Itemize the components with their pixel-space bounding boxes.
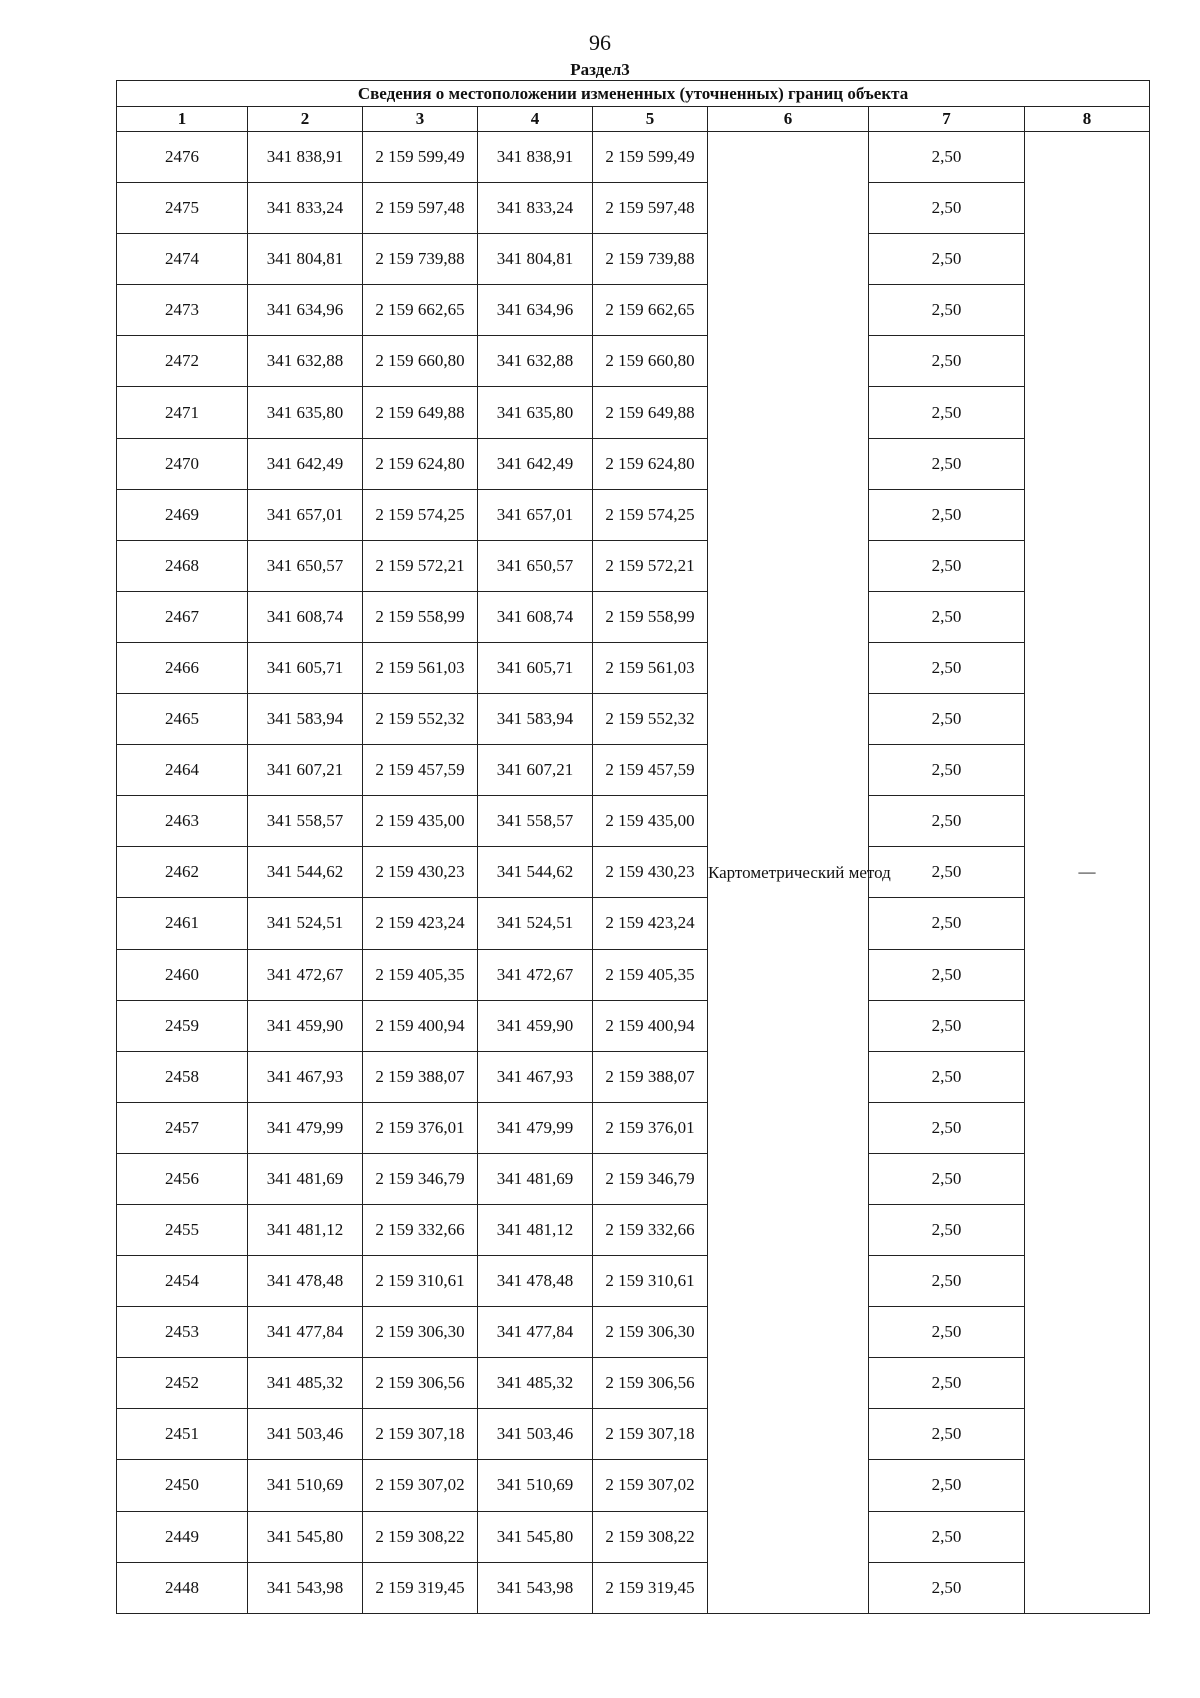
- cell-y1: 2 159 660,80: [363, 336, 478, 387]
- table-row: [117, 949, 1150, 1000]
- cell-x2: 341 510,69: [478, 1460, 593, 1511]
- cell-x2: 341 479,99: [478, 1102, 593, 1153]
- cell-accuracy: 2,50: [869, 285, 1025, 336]
- cell-y2: 2 159 346,79: [593, 1153, 708, 1204]
- cell-x1: 341 558,57: [248, 796, 363, 847]
- cell-x2: 341 838,91: [478, 132, 593, 183]
- table-row: [117, 234, 1150, 285]
- column-header-row: [117, 107, 1150, 132]
- cell-n: 2464: [117, 745, 248, 796]
- cell-y1: 2 159 308,22: [363, 1511, 478, 1562]
- cell-x2: 341 503,46: [478, 1409, 593, 1460]
- cell-y2: 2 159 376,01: [593, 1102, 708, 1153]
- cell-x1: 341 481,69: [248, 1153, 363, 1204]
- cell-y1: 2 159 435,00: [363, 796, 478, 847]
- cell-y2: 2 159 435,00: [593, 796, 708, 847]
- cell-x2: 341 833,24: [478, 183, 593, 234]
- cell-y1: 2 159 599,49: [363, 132, 478, 183]
- cell-x2: 341 543,98: [478, 1562, 593, 1613]
- cell-x1: 341 657,01: [248, 489, 363, 540]
- cell-y2: 2 159 457,59: [593, 745, 708, 796]
- cell-y1: 2 159 346,79: [363, 1153, 478, 1204]
- cell-x1: 341 510,69: [248, 1460, 363, 1511]
- cell-x2: 341 524,51: [478, 898, 593, 949]
- cell-y2: 2 159 423,24: [593, 898, 708, 949]
- cell-accuracy: 2,50: [869, 1307, 1025, 1358]
- cell-x1: 341 478,48: [248, 1256, 363, 1307]
- cell-n: 2470: [117, 438, 248, 489]
- cell-x1: 341 524,51: [248, 898, 363, 949]
- cell-y1: 2 159 310,61: [363, 1256, 478, 1307]
- cell-n: 2466: [117, 642, 248, 693]
- cell-y1: 2 159 649,88: [363, 387, 478, 438]
- cell-x1: 341 607,21: [248, 745, 363, 796]
- cell-y1: 2 159 662,65: [363, 285, 478, 336]
- cell-y1: 2 159 574,25: [363, 489, 478, 540]
- cell-y1: 2 159 430,23: [363, 847, 478, 898]
- cell-x1: 341 459,90: [248, 1000, 363, 1051]
- cell-x2: 341 481,69: [478, 1153, 593, 1204]
- cell-y1: 2 159 306,56: [363, 1358, 478, 1409]
- cell-x1: 341 477,84: [248, 1307, 363, 1358]
- cell-x1: 341 472,67: [248, 949, 363, 1000]
- table-row: [117, 540, 1150, 591]
- table-row: [117, 1000, 1150, 1051]
- table-row: [117, 1153, 1150, 1204]
- cell-y1: 2 159 306,30: [363, 1307, 478, 1358]
- table-row: [117, 1562, 1150, 1613]
- cell-y1: 2 159 388,07: [363, 1051, 478, 1102]
- column-header: 8: [1025, 107, 1150, 132]
- column-header: 6: [708, 107, 869, 132]
- cell-n: 2452: [117, 1358, 248, 1409]
- column-header: 2: [248, 107, 363, 132]
- cell-n: 2468: [117, 540, 248, 591]
- table-row: [117, 132, 1150, 183]
- cell-x1: 341 543,98: [248, 1562, 363, 1613]
- cell-accuracy: 2,50: [869, 336, 1025, 387]
- cell-n: 2465: [117, 694, 248, 745]
- cell-accuracy: 2,50: [869, 642, 1025, 693]
- table-row: [117, 1204, 1150, 1255]
- cell-x2: 341 481,12: [478, 1204, 593, 1255]
- cell-x2: 341 558,57: [478, 796, 593, 847]
- cell-y2: 2 159 306,56: [593, 1358, 708, 1409]
- cell-x1: 341 485,32: [248, 1358, 363, 1409]
- cell-n: 2471: [117, 387, 248, 438]
- cell-x2: 341 635,80: [478, 387, 593, 438]
- cell-accuracy: 2,50: [869, 1460, 1025, 1511]
- cell-accuracy: 2,50: [869, 132, 1025, 183]
- cell-n: 2459: [117, 1000, 248, 1051]
- cell-n: 2453: [117, 1307, 248, 1358]
- table-row: [117, 1409, 1150, 1460]
- cell-n: 2467: [117, 591, 248, 642]
- cell-x1: 341 544,62: [248, 847, 363, 898]
- cell-n: 2463: [117, 796, 248, 847]
- cell-accuracy: 2,50: [869, 1051, 1025, 1102]
- cell-y1: 2 159 307,02: [363, 1460, 478, 1511]
- column-header: 1: [117, 107, 248, 132]
- cell-y1: 2 159 400,94: [363, 1000, 478, 1051]
- column-header: 5: [593, 107, 708, 132]
- cell-accuracy: 2,50: [869, 387, 1025, 438]
- cell-accuracy: 2,50: [869, 1358, 1025, 1409]
- cell-y1: 2 159 597,48: [363, 183, 478, 234]
- cell-accuracy: 2,50: [869, 1153, 1025, 1204]
- cell-y2: 2 159 405,35: [593, 949, 708, 1000]
- cell-y1: 2 159 552,32: [363, 694, 478, 745]
- cell-x2: 341 545,80: [478, 1511, 593, 1562]
- cell-x2: 341 657,01: [478, 489, 593, 540]
- cell-y1: 2 159 739,88: [363, 234, 478, 285]
- cell-y1: 2 159 572,21: [363, 540, 478, 591]
- cell-y1: 2 159 457,59: [363, 745, 478, 796]
- cell-n: 2449: [117, 1511, 248, 1562]
- cell-n: 2460: [117, 949, 248, 1000]
- cell-y2: 2 159 662,65: [593, 285, 708, 336]
- cell-y1: 2 159 319,45: [363, 1562, 478, 1613]
- cell-y1: 2 159 423,24: [363, 898, 478, 949]
- cell-y1: 2 159 558,99: [363, 591, 478, 642]
- cell-x1: 341 583,94: [248, 694, 363, 745]
- cell-n: 2457: [117, 1102, 248, 1153]
- cell-y2: 2 159 572,21: [593, 540, 708, 591]
- cell-y1: 2 159 624,80: [363, 438, 478, 489]
- cell-x2: 341 583,94: [478, 694, 593, 745]
- cell-y2: 2 159 558,99: [593, 591, 708, 642]
- cell-x2: 341 477,84: [478, 1307, 593, 1358]
- cell-x1: 341 804,81: [248, 234, 363, 285]
- cell-accuracy: 2,50: [869, 1511, 1025, 1562]
- cell-n: 2472: [117, 336, 248, 387]
- cell-accuracy: 2,50: [869, 1102, 1025, 1153]
- cell-x2: 341 605,71: [478, 642, 593, 693]
- note-cell: —: [1025, 132, 1150, 1614]
- cell-y2: 2 159 319,45: [593, 1562, 708, 1613]
- cell-accuracy: 2,50: [869, 694, 1025, 745]
- table-row: [117, 1511, 1150, 1562]
- cell-accuracy: 2,50: [869, 1000, 1025, 1051]
- cell-n: 2461: [117, 898, 248, 949]
- cell-n: 2448: [117, 1562, 248, 1613]
- cell-y2: 2 159 561,03: [593, 642, 708, 693]
- cell-x1: 341 608,74: [248, 591, 363, 642]
- cell-x1: 341 838,91: [248, 132, 363, 183]
- cell-y2: 2 159 597,48: [593, 183, 708, 234]
- table-row: [117, 1358, 1150, 1409]
- cell-accuracy: 2,50: [869, 1256, 1025, 1307]
- table-row: [117, 183, 1150, 234]
- cell-n: 2451: [117, 1409, 248, 1460]
- table-row: [117, 387, 1150, 438]
- table-row: [117, 1256, 1150, 1307]
- cell-x1: 341 634,96: [248, 285, 363, 336]
- cell-n: 2458: [117, 1051, 248, 1102]
- cell-n: 2476: [117, 132, 248, 183]
- cell-y2: 2 159 430,23: [593, 847, 708, 898]
- cell-accuracy: 2,50: [869, 949, 1025, 1000]
- cell-accuracy: 2,50: [869, 898, 1025, 949]
- column-header: 3: [363, 107, 478, 132]
- table-row: [117, 847, 1150, 898]
- cell-n: 2475: [117, 183, 248, 234]
- cell-accuracy: 2,50: [869, 489, 1025, 540]
- cell-accuracy: 2,50: [869, 1562, 1025, 1613]
- cell-x1: 341 479,99: [248, 1102, 363, 1153]
- table-row: [117, 1307, 1150, 1358]
- coordinates-table: [116, 80, 1150, 1614]
- table-caption-row: [117, 81, 1150, 107]
- table-row: [117, 796, 1150, 847]
- cell-n: 2462: [117, 847, 248, 898]
- table-body: [117, 132, 1150, 1614]
- cell-x2: 341 642,49: [478, 438, 593, 489]
- column-header: 4: [478, 107, 593, 132]
- cell-x1: 341 650,57: [248, 540, 363, 591]
- cell-x2: 341 634,96: [478, 285, 593, 336]
- cell-x2: 341 804,81: [478, 234, 593, 285]
- table-row: [117, 285, 1150, 336]
- cell-accuracy: 2,50: [869, 438, 1025, 489]
- cell-y1: 2 159 561,03: [363, 642, 478, 693]
- cell-y2: 2 159 599,49: [593, 132, 708, 183]
- cell-accuracy: 2,50: [869, 183, 1025, 234]
- cell-y2: 2 159 624,80: [593, 438, 708, 489]
- cell-x2: 341 608,74: [478, 591, 593, 642]
- cell-y2: 2 159 649,88: [593, 387, 708, 438]
- column-header: 7: [869, 107, 1025, 132]
- cell-y1: 2 159 405,35: [363, 949, 478, 1000]
- table-row: [117, 898, 1150, 949]
- cell-x1: 341 467,93: [248, 1051, 363, 1102]
- cell-n: 2455: [117, 1204, 248, 1255]
- table-row: [117, 1051, 1150, 1102]
- cell-accuracy: 2,50: [869, 847, 1025, 898]
- cell-accuracy: 2,50: [869, 234, 1025, 285]
- table-row: [117, 489, 1150, 540]
- cell-x1: 341 545,80: [248, 1511, 363, 1562]
- table-row: [117, 336, 1150, 387]
- cell-y2: 2 159 388,07: [593, 1051, 708, 1102]
- cell-y1: 2 159 307,18: [363, 1409, 478, 1460]
- cell-n: 2469: [117, 489, 248, 540]
- table-row: [117, 642, 1150, 693]
- cell-accuracy: 2,50: [869, 796, 1025, 847]
- cell-x1: 341 642,49: [248, 438, 363, 489]
- cell-accuracy: 2,50: [869, 591, 1025, 642]
- cell-x2: 341 472,67: [478, 949, 593, 1000]
- table-row: [117, 745, 1150, 796]
- cell-accuracy: 2,50: [869, 1409, 1025, 1460]
- table-row: [117, 438, 1150, 489]
- cell-x1: 341 632,88: [248, 336, 363, 387]
- cell-y2: 2 159 306,30: [593, 1307, 708, 1358]
- cell-x1: 341 635,80: [248, 387, 363, 438]
- cell-y2: 2 159 660,80: [593, 336, 708, 387]
- cell-accuracy: 2,50: [869, 745, 1025, 796]
- cell-x2: 341 607,21: [478, 745, 593, 796]
- table-row: [117, 1102, 1150, 1153]
- cell-y2: 2 159 307,18: [593, 1409, 708, 1460]
- cell-y2: 2 159 574,25: [593, 489, 708, 540]
- cell-x1: 341 833,24: [248, 183, 363, 234]
- cell-y2: 2 159 552,32: [593, 694, 708, 745]
- cell-y2: 2 159 400,94: [593, 1000, 708, 1051]
- cell-n: 2456: [117, 1153, 248, 1204]
- cell-y2: 2 159 307,02: [593, 1460, 708, 1511]
- cell-y2: 2 159 310,61: [593, 1256, 708, 1307]
- table-row: [117, 1460, 1150, 1511]
- cell-x1: 341 605,71: [248, 642, 363, 693]
- cell-y2: 2 159 332,66: [593, 1204, 708, 1255]
- cell-y2: 2 159 308,22: [593, 1511, 708, 1562]
- method-cell: Картометрический метод: [708, 132, 869, 1614]
- cell-x2: 341 544,62: [478, 847, 593, 898]
- cell-x2: 341 467,93: [478, 1051, 593, 1102]
- table-caption: Сведения о местоположении измененных (уточненных) границ объекта: [117, 81, 1150, 107]
- table-row: [117, 694, 1150, 745]
- cell-y2: 2 159 739,88: [593, 234, 708, 285]
- cell-n: 2450: [117, 1460, 248, 1511]
- cell-n: 2474: [117, 234, 248, 285]
- cell-x2: 341 459,90: [478, 1000, 593, 1051]
- cell-accuracy: 2,50: [869, 540, 1025, 591]
- section-title: Раздел3: [570, 60, 630, 79]
- cell-y1: 2 159 332,66: [363, 1204, 478, 1255]
- cell-n: 2454: [117, 1256, 248, 1307]
- cell-x1: 341 503,46: [248, 1409, 363, 1460]
- cell-x2: 341 478,48: [478, 1256, 593, 1307]
- cell-x2: 341 632,88: [478, 336, 593, 387]
- cell-x2: 341 650,57: [478, 540, 593, 591]
- cell-n: 2473: [117, 285, 248, 336]
- cell-y1: 2 159 376,01: [363, 1102, 478, 1153]
- cell-x2: 341 485,32: [478, 1358, 593, 1409]
- table-row: [117, 591, 1150, 642]
- cell-x1: 341 481,12: [248, 1204, 363, 1255]
- page-number: 96: [589, 30, 611, 55]
- cell-accuracy: 2,50: [869, 1204, 1025, 1255]
